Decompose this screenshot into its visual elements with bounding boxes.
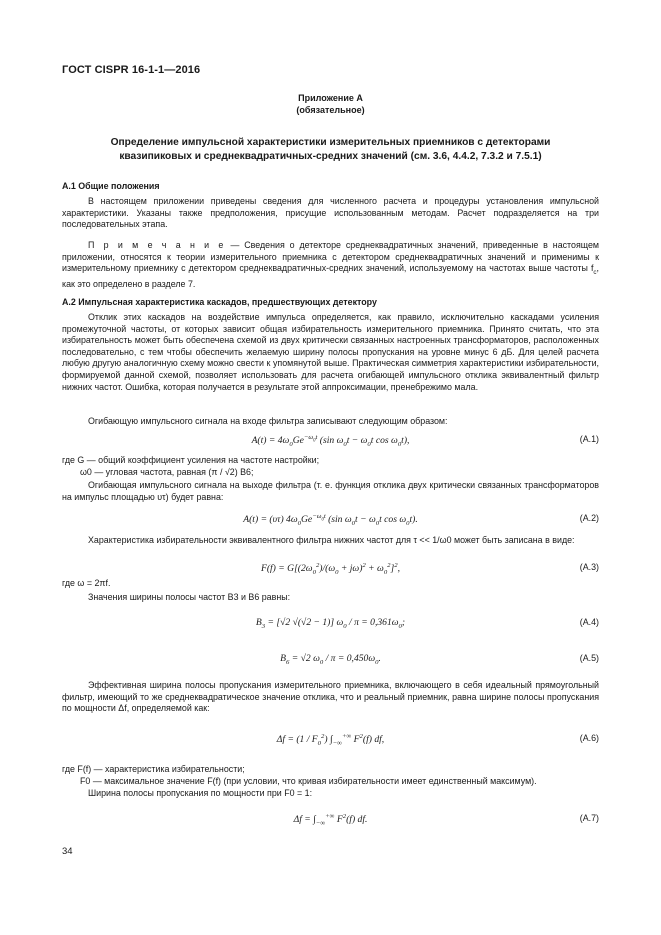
document-header: ГОСТ CISPR 16-1-1—2016 bbox=[62, 64, 201, 76]
equation-a6-number: (А.6) bbox=[579, 733, 599, 743]
annex-title: Приложение А bbox=[298, 93, 363, 103]
where-omega: где ω = 2πf. bbox=[62, 578, 111, 588]
equation-a1 bbox=[62, 434, 599, 448]
equation-a2-formula: A(t) = (υτ) $4\omega_0Ge^{-\omega_0t}$ (sin $\omega_0t - \omega_0t$ $\cos \omega_0t$). bbox=[243, 513, 418, 528]
equation-a6-formula: $\Delta f = (1 / F_0^2)$ $\int_{-\infty}^{+\infty}$ $F^2(f)$ df, bbox=[276, 733, 385, 748]
paragraph-a1: В настоящем приложении приведены сведения для численного расчета и процедуры установления импульсной характеристики. Указаны также предположения, присущие использованным методам. Расчет подразделяется на три последовательных этапа. bbox=[62, 196, 599, 230]
equation-a4 bbox=[62, 617, 599, 631]
paragraph-a2-3: Огибающая импульсного сигнала на выходе фильтра (т. е. функция отклика двух критически связанных трансформаторов на импульс площадью υτ) будет равна: bbox=[62, 480, 599, 502]
equation-a4-formula: $B_3 = [√2$ √(√2 − 1)] $\omega_0 / \pi = 0,361\omega_0$; bbox=[255, 617, 406, 630]
equation-a5-formula: $B_6 = √2$ $\omega_0 / \pi = 0,450\omega_0$. bbox=[280, 653, 381, 666]
equation-a7-number: (А.7) bbox=[579, 813, 599, 823]
note-subscript: c bbox=[593, 268, 597, 276]
paragraph-a2-1: Отклик этих каскадов на воздействие импульса определяется, как правило, исключительно каскадами усиления промежуточной частоты, от которых зависит общая избирательность измерительного приемника. Принято считать, что эта избирательность может быть обеспечена схемой из двух критически связанных настроенных трансформаторов, расположенных последовательно, с тем чтобы обеспечить желаемую ширину полосы пропускания на уровне минус 6 дБ. Для целей расчета любую другую аналогичную схему можно свести к упомянутой выше. Практическая симметрия характеристики избирательности, формируемой данной схемой, позволяет использовать для расчета огибающей импульсного отклика эквивалентный фильтр нижних частот. Ошибка, которая получается в результате этой аппроксимации, пренебрежимо мала. bbox=[62, 312, 599, 392]
page-number: 34 bbox=[62, 846, 73, 857]
paragraph-a2-5: Значения ширины полосы частот B3 и B6 равны: bbox=[88, 592, 291, 602]
equation-a5 bbox=[62, 653, 599, 667]
equation-a7-formula: $\Delta f = \int_{-\infty}^{+\infty}$ $F^2(f)$ df. bbox=[293, 813, 368, 828]
equation-a3-number: (А.3) bbox=[579, 562, 599, 572]
where-f0: F0 — максимальное значение F(f) (при условии, что кривая избирательности имеет единственный максимум). bbox=[80, 776, 537, 786]
section-a2-heading: А.2 Импульсная характеристика каскадов, предшествующих детектору bbox=[62, 297, 377, 307]
equation-a2 bbox=[62, 513, 599, 527]
note-text: — Сведения о детекторе среднеквадратичных значений, приведенные в настоящем приложении, относятся к теории измерительного приемника с детектором среднеквадратичных значений и применимы к измерительному приемнику с детектором среднеквадратичных-средних значений, используемому на частотах выше частоты f bbox=[62, 240, 600, 274]
note-label: П р и м е ч а н и е bbox=[88, 240, 226, 250]
paragraph-a2-2: Огибающую импульсного сигнала на входе фильтра записывают следующим образом: bbox=[88, 416, 448, 426]
paragraph-a2-4: Характеристика избирательности эквивалентного фильтра нижних частот для τ << 1/ω0 может быть записана в виде: bbox=[88, 535, 575, 545]
note-end: , как это определено в разделе 7. bbox=[62, 263, 599, 289]
paragraph-a2-7: Ширина полосы пропускания по мощности при F0 = 1: bbox=[88, 788, 313, 798]
equation-a1-number: (А.1) bbox=[579, 434, 599, 444]
title-line-2: квазипиковых и среднеквадратичных-средних значений (см. 3.6, 4.4.2, 7.3.2 и 7.5.1) bbox=[119, 150, 542, 162]
equation-a1-formula: $A(t) = 4\omega_0Ge^{-\omega_0t}$ (sin $\omega_0t - \omega_0t$ $\cos \omega_0t$), bbox=[251, 434, 410, 449]
paragraph-a2-6: Эффективная ширина полосы пропускания измерительного приемника, включающего в себя идеальный прямоугольный фильтр, имеющий то же среднеквадратическое значение отклика, что и реальный приемник, равна ширине полосы пропускания по мощности Δf, определяемой как: bbox=[62, 680, 599, 714]
equation-a5-number: (А.5) bbox=[579, 653, 599, 663]
section-a1-heading: А.1 Общие положения bbox=[62, 181, 160, 191]
equation-a7 bbox=[62, 813, 599, 827]
equation-a6 bbox=[62, 733, 599, 747]
title-line-1: Определение импульсной характеристики измерительных приемников с детекторами bbox=[110, 137, 551, 148]
equation-a3-formula: $F(f) = G[(2\omega_0^2)/(\omega_0 + j\omega)^2 + \omega_0^2]^2$, bbox=[260, 562, 401, 577]
annex-main-title bbox=[62, 136, 599, 163]
annex-heading bbox=[62, 92, 599, 116]
equation-a2-number: (А.2) bbox=[579, 513, 599, 523]
equation-a4-number: (А.4) bbox=[579, 617, 599, 627]
annex-status: (обязательное) bbox=[296, 105, 365, 115]
equation-a3 bbox=[62, 562, 599, 576]
note-paragraph bbox=[62, 240, 599, 290]
where-f: где F(f) — характеристика избирательности; bbox=[62, 764, 245, 774]
where-g: где G — общий коэффициент усиления на частоте настройки; bbox=[62, 455, 320, 465]
where-omega0: ω0 — угловая частота, равная (π / √2) B6; bbox=[80, 467, 254, 477]
